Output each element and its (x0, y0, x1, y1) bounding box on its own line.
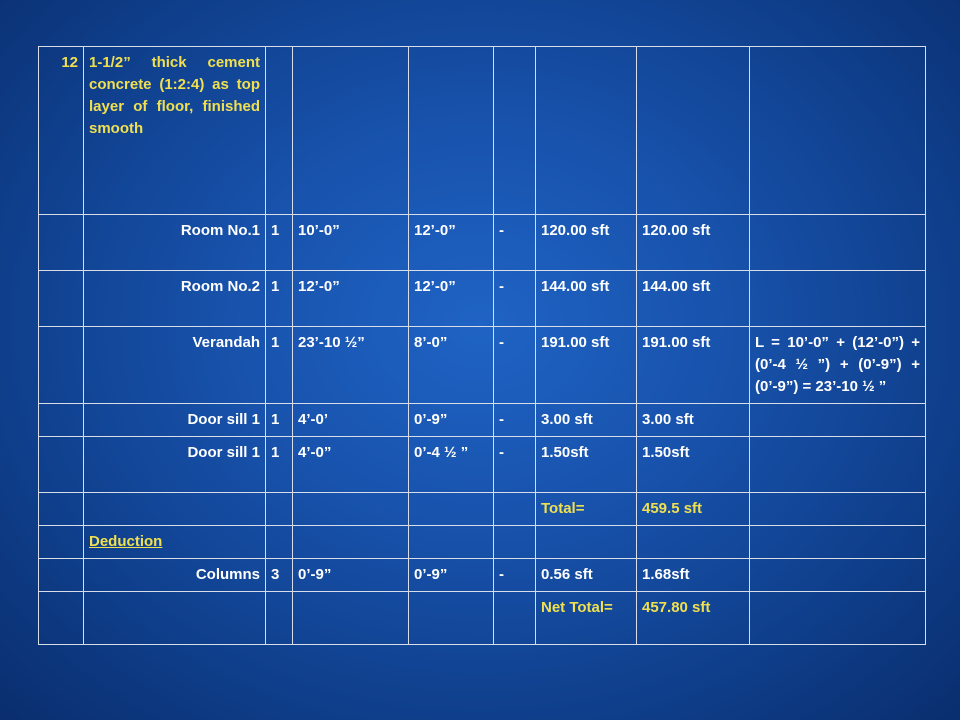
row-remarks (750, 404, 926, 437)
row-height: - (494, 437, 536, 493)
row-total: 1.50sft (637, 437, 750, 493)
row-nos: 1 (266, 271, 293, 327)
row-quantity: 191.00 sft (536, 327, 637, 404)
deduction-row (39, 526, 926, 559)
row-breadth: 12’-0” (409, 271, 494, 327)
row-length: 12’-0” (293, 271, 409, 327)
row-nos: 1 (266, 437, 293, 493)
row-nos: 3 (266, 559, 293, 592)
row-total: 1.68sft (637, 559, 750, 592)
item-description: 1-1/2” thick cement concrete (1:2:4) as top layer of floor, finished smooth (84, 47, 266, 215)
net-total-label: Net Total= (536, 592, 637, 645)
table-row (39, 404, 926, 437)
table-row (39, 559, 926, 592)
table-row (39, 271, 926, 327)
row-label: Door sill 1 (84, 437, 266, 493)
row-quantity: 3.00 sft (536, 404, 637, 437)
row-quantity: 0.56 sft (536, 559, 637, 592)
row-breadth: 0’-9” (409, 404, 494, 437)
row-length: 10’-0” (293, 215, 409, 271)
item-number: 12 (39, 47, 84, 215)
table-row (39, 437, 926, 493)
row-nos: 1 (266, 215, 293, 271)
row-breadth: 12’-0” (409, 215, 494, 271)
total-row (39, 493, 926, 526)
row-height: - (494, 404, 536, 437)
row-length: 4’-0’ (293, 404, 409, 437)
item-row (39, 47, 926, 215)
row-label: Room No.1 (84, 215, 266, 271)
total-value: 459.5 sft (637, 493, 750, 526)
row-total: 144.00 sft (637, 271, 750, 327)
row-nos: 1 (266, 327, 293, 404)
row-breadth: 0’-4 ½ ” (409, 437, 494, 493)
row-nos: 1 (266, 404, 293, 437)
row-height: - (494, 327, 536, 404)
row-height: - (494, 559, 536, 592)
row-total: 191.00 sft (637, 327, 750, 404)
table-row (39, 215, 926, 271)
row-length: 0’-9” (293, 559, 409, 592)
row-label: Room No.2 (84, 271, 266, 327)
row-quantity: 144.00 sft (536, 271, 637, 327)
deduction-label: Deduction (84, 526, 266, 559)
row-length: 23’-10 ½” (293, 327, 409, 404)
row-height: - (494, 271, 536, 327)
row-remarks (750, 437, 926, 493)
row-total: 3.00 sft (637, 404, 750, 437)
table-row (39, 327, 926, 404)
row-height: - (494, 215, 536, 271)
net-total-row (39, 592, 926, 645)
row-remarks (750, 271, 926, 327)
row-quantity: 120.00 sft (536, 215, 637, 271)
measurement-table (38, 46, 926, 645)
row-remarks (750, 215, 926, 271)
row-label: Verandah (84, 327, 266, 404)
row-remarks: L = 10’-0” + (12’-0”) + (0’-4 ½ ”) + (0’-9”) + (0’-9”) = 23’-10 ½ ” (750, 327, 926, 404)
row-label: Columns (84, 559, 266, 592)
row-breadth: 8’-0” (409, 327, 494, 404)
row-breadth: 0’-9” (409, 559, 494, 592)
row-quantity: 1.50sft (536, 437, 637, 493)
row-label: Door sill 1 (84, 404, 266, 437)
total-label: Total= (536, 493, 637, 526)
row-length: 4’-0” (293, 437, 409, 493)
net-total-value: 457.80 sft (637, 592, 750, 645)
row-total: 120.00 sft (637, 215, 750, 271)
